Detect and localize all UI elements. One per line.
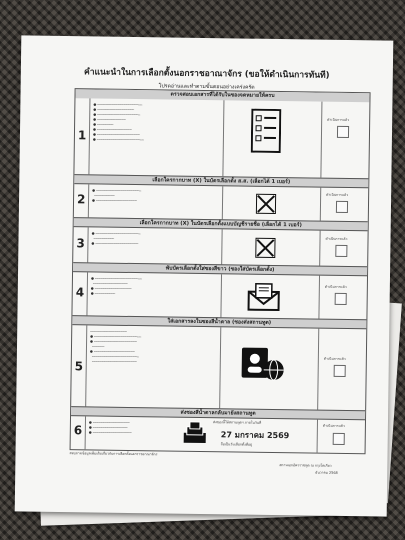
section-3-row <box>73 226 367 267</box>
step-1-number: 1 <box>77 128 87 143</box>
signature-date: ธันวาคม 2568 <box>315 470 338 475</box>
section-4-row <box>72 271 367 320</box>
mail-stack-icon <box>181 421 209 445</box>
step-1-text: ● ────────────────────── ● ────────────────── ● ───────────────────── ● ────────────── ● ──────── ● ───────────────── ● ───────────────────── ● ─────────────────────── <box>92 102 144 143</box>
done-checkbox-2[interactable] <box>336 201 348 213</box>
deadline-prefix: ส่งซองนี้ให้สถานทูตฯ ภายในวันที่ <box>212 420 262 425</box>
envelope-icon <box>247 282 281 312</box>
instruction-table <box>70 88 371 454</box>
ballot-instruction-sheet <box>15 35 394 516</box>
done-label: ดำเนินการแล้ว <box>322 423 345 428</box>
x-mark-icon <box>256 194 276 214</box>
section-2-row <box>74 183 368 222</box>
done-label: ดำเนินการแล้ว <box>325 236 348 241</box>
step-5-number: 5 <box>74 359 84 374</box>
document-checklist-icon <box>251 109 282 153</box>
done-checkbox-3[interactable] <box>335 245 347 257</box>
document-title: คำแนะนำในการเลือกตั้งนอกราชอาณาจักร (ขอให้ดำเนินการทันที) <box>84 67 330 81</box>
document-subtitle: โปรดอ่านและทำตามขั้นตอนอย่างเคร่งครัด <box>158 83 255 91</box>
step-2-number: 2 <box>76 192 86 207</box>
deadline-suffix: ถือเป็นวันเลือกตั้งที่อยู่ <box>220 442 253 447</box>
done-checkbox-1[interactable] <box>337 126 349 138</box>
step-6-number: 6 <box>73 423 83 438</box>
footer-note: สอบถามข้อมูลเพิ่มเติมเกี่ยวกับการเลือกตั้งนอกราชอาณาจักร <box>69 451 158 457</box>
x-mark-icon <box>255 238 275 258</box>
done-label: ดำเนินการแล้ว <box>326 192 349 198</box>
step-2-text: ● ────────────────────── ────────── ● ──────────────────── <box>92 188 142 204</box>
section-4-header: พับบัตรเลือกตั้งใส่ซองสีขาว (ซองใส่บัตรเลือกตั้ง) <box>73 262 367 276</box>
step-3-text: ● ────────────────────── ────────── ● ───────────────────── <box>91 231 141 247</box>
done-label: ดำเนินการแล้ว <box>324 284 347 289</box>
section-3-header: เลือกใครกากบาท (X) ในบัตรเลือกตั้งแบบบัญชีรายชื่อ (เลือกได้ 1 เบอร์) <box>74 217 368 231</box>
section-5-row <box>71 324 366 411</box>
done-label: ดำเนินการแล้ว <box>323 356 346 361</box>
section-6-header: ส่งซองสีน้ำตาลกลับมายังสถานทูต <box>71 406 365 420</box>
done-checkbox-5[interactable] <box>334 365 346 377</box>
deadline-date: 27 มกราคม 2569 <box>220 430 290 441</box>
done-checkbox-4[interactable] <box>335 293 347 305</box>
section-2-header: เลือกใครกากบาท (X) ในบัตรเลือกตั้ง ส.ส. (เลือกได้ 1 เบอร์) <box>74 174 368 188</box>
step-4-number: 4 <box>75 285 85 300</box>
step-4-text: ● ─────────────────────── ───────────────── ● ────────────────── ● ────────── <box>90 276 142 296</box>
signature: สถานเอกอัครราชทูต ณ กรุงโตเกียว <box>279 463 332 468</box>
step-3-number: 3 <box>76 236 85 251</box>
done-checkbox-6[interactable] <box>333 433 345 445</box>
step-6-text: ● ────────────────── ● ───────────────── ● ─────────────────── <box>88 420 132 436</box>
done-label: ดำเนินการแล้ว <box>327 117 350 123</box>
step-5-text: ────────────────── ● ─────────────────────── ● ───────────────────── ────── ● ──────────────────── ─────────────────────── ────────────────────── <box>89 329 142 365</box>
passport-id-icon <box>239 342 286 387</box>
section-5-header: ใส่เอกสารลงในซองสีน้ำตาล (ซองส่งสถานทูต) <box>72 315 366 329</box>
section-1-row <box>74 98 369 178</box>
section-6-row <box>71 415 365 454</box>
section-1-header: ตรวจสอบเอกสารที่ได้รับในซองจดหมายให้ครบ <box>75 89 369 102</box>
